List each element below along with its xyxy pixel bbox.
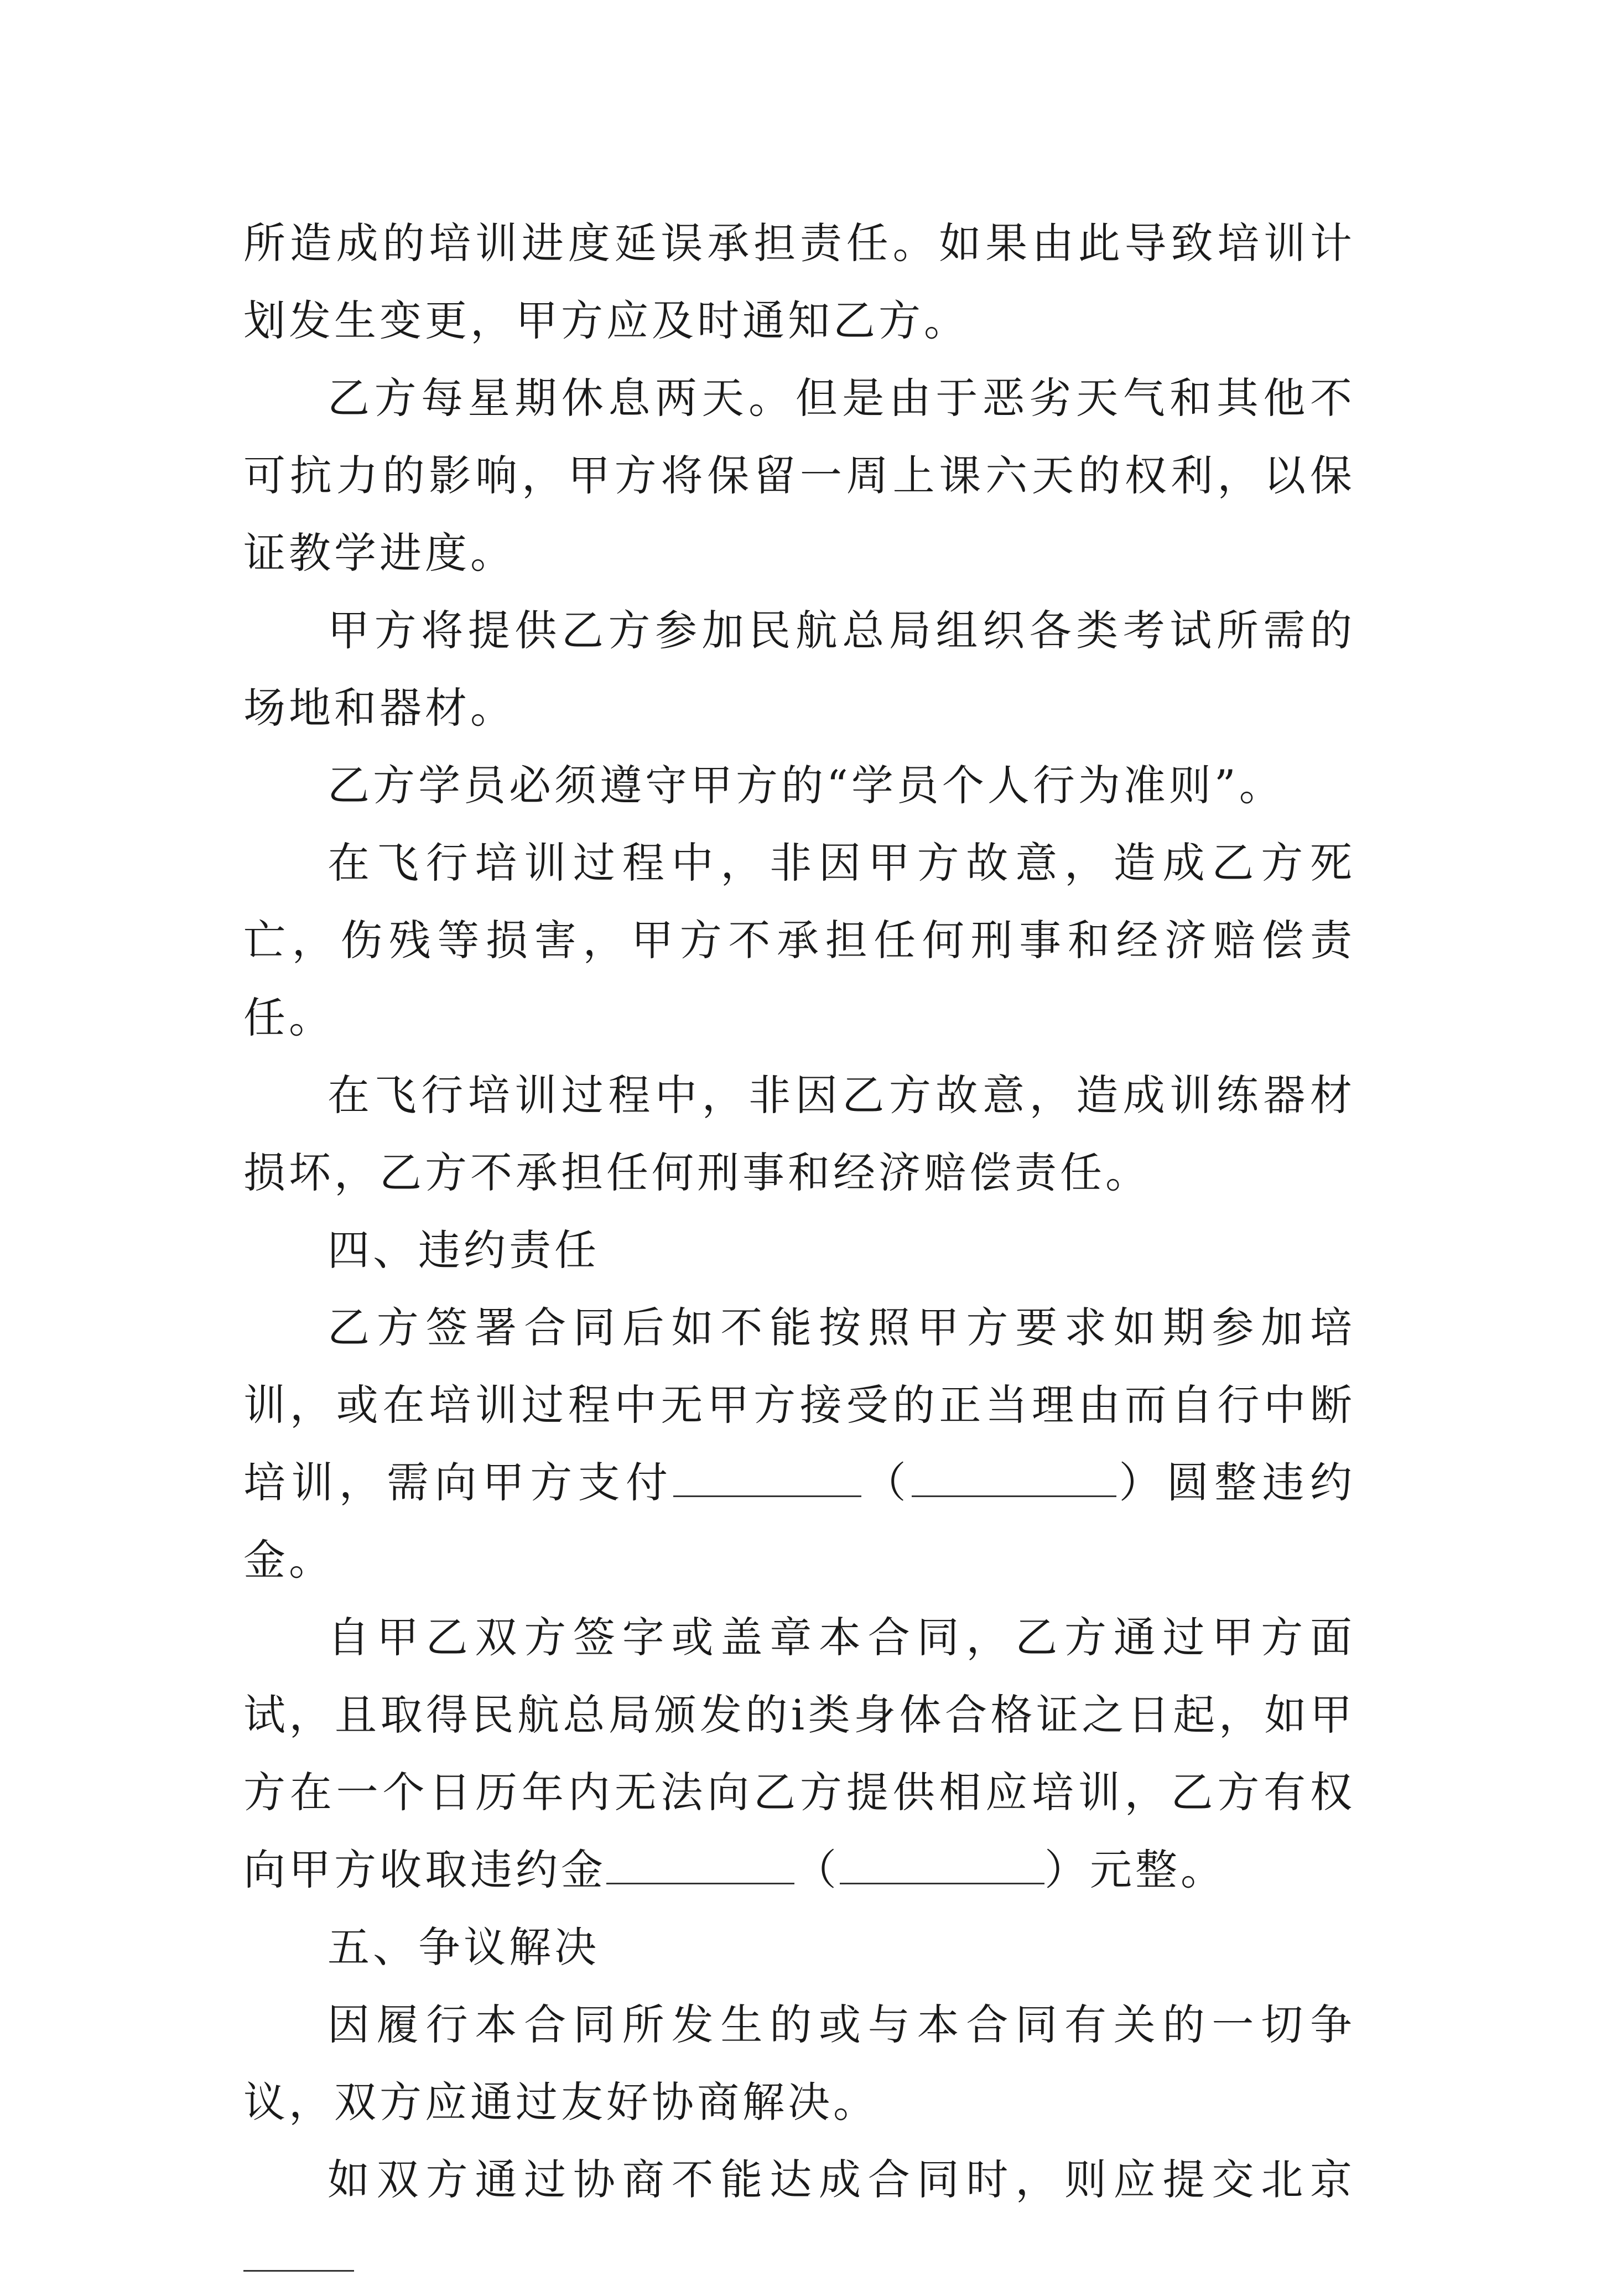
arbitration-blank[interactable] bbox=[243, 2231, 354, 2272]
paren-close: ） bbox=[1116, 1458, 1167, 1507]
paren-open: （ bbox=[794, 1845, 840, 1894]
paragraph-liability-party-a: 在飞行培训过程中，非因甲方故意，造成乙方死亡，伤残等损害，甲方不承担任何刑事和经济赔偿责任。 bbox=[243, 838, 1355, 1042]
paragraph-rest-days: 乙方每星期休息两天。但是由于恶劣天气和其他不可抗力的影响，甲方将保留一周上课六天的权利，以保证教学进度。 bbox=[243, 373, 1355, 578]
paragraph-exam-venue: 甲方将提供乙方参加民航总局组织各类考试所需的场地和器材。 bbox=[243, 606, 1355, 733]
paragraph-liability-party-b: 在飞行培训过程中，非因乙方故意，造成训练器材损坏，乙方不承担任何刑事和经济赔偿责任。 bbox=[243, 1071, 1355, 1197]
paragraph-dispute-negotiation: 因履行本合同所发生的或与本合同有关的一切争议，双方应通过友好协商解决。 bbox=[243, 2000, 1355, 2127]
breach-a-suffix: 元整。 bbox=[1090, 1845, 1226, 1894]
section-heading-breach: 四、违约责任 bbox=[328, 1225, 600, 1275]
paragraph-continuation: 所造成的培训进度延误承担责任。如果由此导致培训计划发生变更，甲方应及时通知乙方。 bbox=[243, 219, 1355, 345]
paragraph-code-of-conduct: 乙方学员必须遵守甲方的“学员个人行为准则”。 bbox=[328, 761, 1285, 810]
amount-blank[interactable] bbox=[673, 1457, 861, 1497]
amount-words-blank[interactable] bbox=[840, 1844, 1044, 1884]
breach-b-text: 乙方签署合同后如不能按照甲方要求如期参加培训，或在培训过程中无甲方接受的正当理由而自行中断培训，需向甲方支付 bbox=[243, 1303, 1355, 1507]
paragraph-breach-party-a bbox=[243, 1599, 1355, 1909]
amount-blank[interactable] bbox=[606, 1844, 794, 1884]
document-page bbox=[243, 205, 1355, 2296]
paragraph-dispute-arbitration bbox=[243, 2141, 1355, 2296]
section-heading-dispute: 五、争议解决 bbox=[328, 1923, 600, 1972]
paren-close: ） bbox=[1044, 1845, 1090, 1894]
paren-open: （ bbox=[861, 1458, 912, 1507]
paragraph-breach-party-b bbox=[243, 1289, 1355, 1599]
breach-b-suffix: 圆整违约金。 bbox=[243, 1458, 1355, 1585]
amount-words-blank[interactable] bbox=[912, 1457, 1116, 1497]
breach-a-text: 自甲乙双方签字或盖章本合同，乙方通过甲方面试，且取得民航总局颁发的ⅰ类身体合格证之日起，如甲方在一个日历年内无法向乙方提供相应培训，乙方有权向甲方收取违约金 bbox=[243, 1613, 1355, 1894]
arbitration-text: 如双方通过协商不能达成合同时，则应提交北京 bbox=[328, 2155, 1355, 2204]
